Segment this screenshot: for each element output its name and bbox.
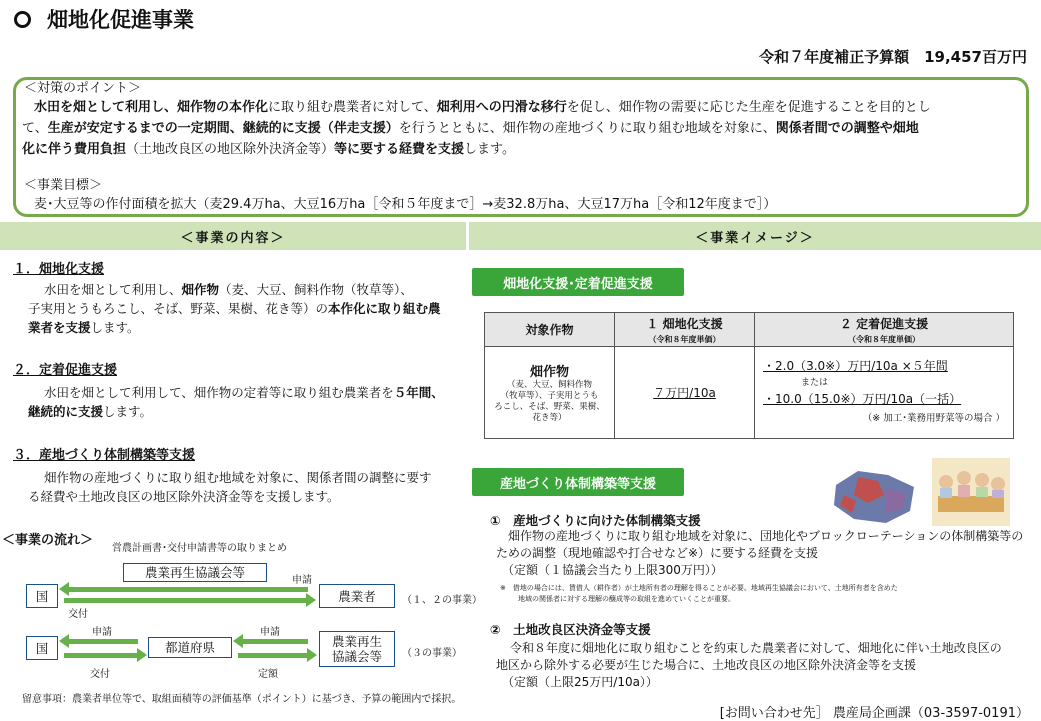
part-1-note-2: 地域の関係者に対する理解の醸成等の取組を進めていくことが重要。 (518, 595, 735, 603)
apply-arrow-1 (68, 587, 308, 592)
part-1-note-1: ※ 借地の場合には、賃借人（耕作者）が土地所有者の理解を得ることが必要。地域再生協議会において、土地所有者を含めた (500, 584, 898, 592)
part-2-line-1: 令和８年度に畑地化に取り組むことを約束した農業者に対して、畑地化に伴い土地改良区の (510, 641, 1002, 655)
grant-arrow-2 (64, 653, 138, 658)
note-12: （１、２の事業） (402, 595, 482, 606)
section-3-line-1: 畑作物の産地づくりに取り組む地域を対象に、関係者間の調整に要す (44, 470, 432, 485)
part-1-line-3: （定額（１協議会当たり上限300万円）） (502, 563, 723, 577)
grant-label-2: 交付 (90, 669, 110, 680)
contact-info: [お問い合わせ先］ 農産局企画課（03-3597-0191） (719, 706, 1029, 721)
part-2-title: ② 土地改良区決済金等支援 (490, 622, 651, 637)
goal-text: 麦･大豆等の作付面積を拡大（麦29.4万ha、大豆16万ha［令和５年度まで］→麦32.8万ha、大豆17万ha［令和12年度まで］） (34, 197, 777, 212)
apply-arrow-2 (68, 639, 138, 644)
th-conversion: １ 畑地化支援 （令和８年度単価） (615, 313, 755, 347)
section-1-line-1: 水田を畑として利用し、畑作物（麦、大豆、飼料作物（牧草等）、 (44, 282, 413, 297)
part-1-line-2: ための調整（現地確認や打合せなど※）に要する経費を支援 (496, 546, 819, 560)
section-3-title: ３．産地づくり体制構築等支援 (13, 448, 196, 463)
grant-arrow-1 (64, 598, 307, 603)
section-1-title: １．畑地化支援 (13, 262, 105, 277)
budget-amount: 令和７年度補正予算額 19,457百万円 (759, 48, 1027, 66)
section-2-line-1: 水田を畑として利用して、畑作物の定着等に取り組む農業者を５年間、 (44, 385, 444, 400)
points-line-2: て、生産が安定するまでの一定期間、継続的に支援（伴走支援）を行うとともに、畑作物の産地づくりに取り組む地域を対象に、関係者間での調整や畑地 (22, 121, 919, 136)
circle-icon (14, 11, 31, 28)
farmer-box: 農業者 (319, 584, 395, 608)
price-1-cell: ７万円/10a (615, 347, 755, 439)
part-2-line-3: （定額（上限25万円/10a）） (502, 675, 658, 689)
support-button-2: 産地づくり体制構築等支援 (472, 468, 684, 496)
fixed-label: 定額 (258, 669, 278, 680)
kuni-box-2: 国 (26, 636, 58, 660)
support-table (484, 312, 1014, 439)
kuni-box-1: 国 (26, 584, 58, 608)
points-heading: ＜対策のポイント＞ (24, 81, 142, 96)
fixed-arrow (238, 653, 308, 658)
section-2-title: ２．定着促進支援 (13, 363, 118, 378)
price-2-cell: ・2.0（3.0※）万円/10a ×５年間 または ・10.0（15.0※）万円/10a（一括） （※ 加工･業務用野菜等の場合 ） (755, 347, 1014, 439)
part-1-line-1: 畑作物の産地づくりに取り組む地域を対象に、団地化やブロックローテーションの体制構築等の (508, 529, 1024, 543)
flow-caption: 営農計画書･交付申請書等の取りまとめ (112, 543, 287, 554)
section-3-line-2: る経費や土地改良区の地区除外決済金等を支援します。 (28, 489, 340, 504)
part-2-line-2: 地区から除外する必要が生じた場合に、土地改良区の地区除外決済金等を支援 (496, 658, 917, 672)
th-settlement: ２ 定着促進支援 （令和８年度単価） (755, 313, 1014, 347)
council-box-2: 農業再生 協議会等 (319, 631, 395, 667)
section-2-line-2: 継続的に支援します。 (28, 404, 153, 419)
points-line-3: 化に伴う費用負担（土地改良区の地区除外決済金等）等に要する経費を支援します。 (22, 142, 516, 157)
section-1-line-3: 業者を支援します。 (28, 320, 140, 335)
prefecture-box: 都道府県 (148, 637, 232, 658)
points-line-1: 水田を畑として利用し、畑作物の本作化に取り組む農業者に対して、畑利用への円滑な移行を促し、畑作物の需要に応じた生産を促進することを目的とし (34, 100, 931, 115)
section-1-line-2: 子実用とうもろこし、そば、野菜、果樹、花き等）の本作化に取り組む農 (28, 301, 441, 316)
th-crop: 対象作物 (485, 313, 615, 347)
grant-label-1: 交付 (68, 609, 88, 620)
note-3: （３の事業） (402, 648, 462, 659)
council-box: 農業再生協議会等 (123, 563, 267, 582)
page-title: 畑地化促進事業 (14, 4, 194, 34)
apply-label-1: 申請 (292, 575, 312, 586)
apply-label-2: 申請 (92, 627, 112, 638)
remark: 留意事項：農業者単位等で、取組面積等の評価基準（ポイント）に基づき、予算の範囲内で採択。 (22, 694, 462, 705)
image-header: ＜事業イメージ＞ (469, 222, 1041, 250)
apply-arrow-3 (242, 639, 308, 644)
support-button-1: 畑地化支援･定着促進支援 (472, 268, 684, 296)
policy-points-box (13, 77, 1029, 217)
goal-heading: ＜事業目標＞ (24, 178, 103, 193)
meeting-photo (932, 458, 1010, 526)
crop-cell: 畑作物 （麦、大豆、飼料作物 （牧草等）、子実用とうも ろこし、そば、野菜、果樹、 花き等） (485, 347, 615, 439)
flow-heading: ＜事業の流れ＞ (2, 533, 94, 548)
part-1-title: ① 産地づくりに向けた体制構築支援 (490, 513, 701, 528)
farmland-map-image (828, 465, 920, 527)
apply-label-3: 申請 (260, 627, 280, 638)
content-header: ＜事業の内容＞ (0, 222, 466, 250)
